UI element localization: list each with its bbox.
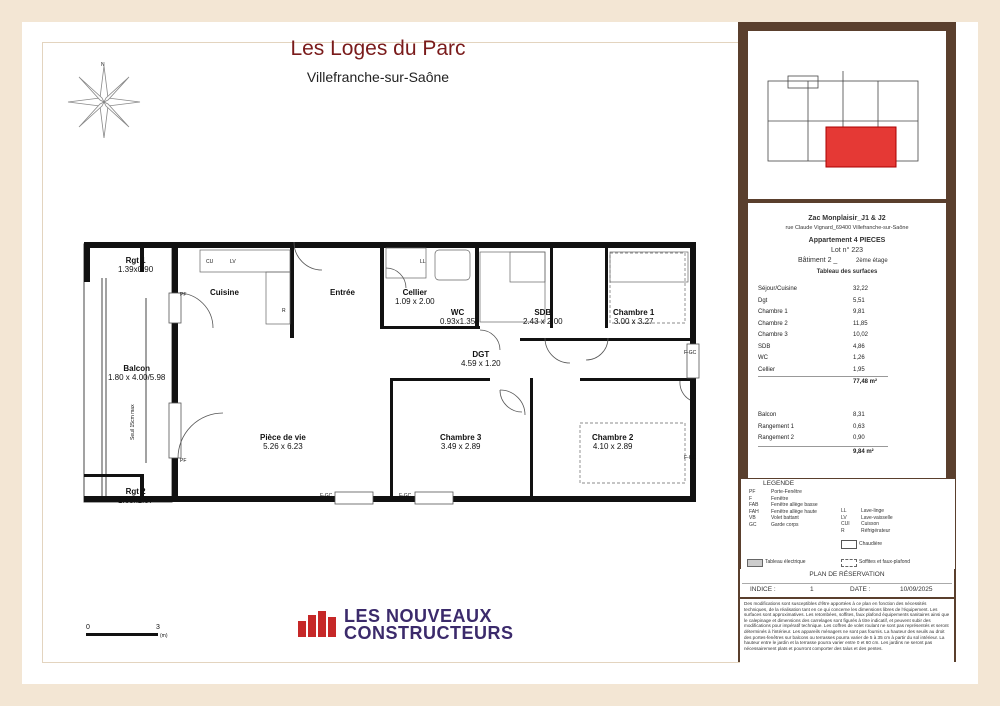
room-cellier: Cellier 1.09 x 2.00 (395, 288, 435, 306)
legend-item: FAB Fenêtre allège basse (749, 502, 818, 509)
brand-line1: LES NOUVEAUX (344, 606, 493, 626)
fixture-pf-bottom: PF (180, 458, 187, 464)
surface-row: Chambre 1 9,81 (758, 309, 865, 315)
fixture-fgc-1: F-GC (320, 493, 333, 499)
room-wc: WC 0.93x1.35 (440, 308, 476, 326)
table-title: Tableau des surfaces (816, 269, 878, 275)
surface-row: Chambre 3 10,02 (758, 332, 869, 338)
fixture-lv: LV (230, 259, 236, 265)
surface-row: Séjour/Cuisine 32,22 (758, 286, 869, 292)
room-balcon: Balcon 1.80 x 4.00/5.98 (108, 364, 166, 382)
compass-rose-icon (62, 60, 146, 144)
info-panel (738, 22, 956, 662)
surface-row: Cellier 1,95 (758, 366, 865, 373)
scale-unit: (m) (160, 633, 168, 639)
tableau-electrique-icon (747, 559, 763, 567)
room-piece-de-vie: Pièce de vie 5.26 x 6.23 (260, 433, 306, 451)
total-main: 77,48 m² (853, 379, 878, 385)
room-rgt1: Rgt 1 1.39x0.90 (118, 256, 154, 274)
room-cuisine: Cuisine (210, 288, 239, 297)
fixture-r: R (282, 308, 286, 314)
legend-item: R Réfrigérateur (841, 527, 891, 534)
scale-start: 0 (86, 624, 90, 631)
legal-notes (740, 599, 954, 679)
fixture-fgc-3: F-GC (684, 350, 697, 356)
room-dgt: DGT 4.59 x 1.20 (461, 350, 501, 368)
surface-row: Chambre 2 11,85 (758, 320, 868, 327)
legend-item: VB Volet battant (749, 515, 799, 522)
chaudiere-icon (841, 540, 857, 549)
date-label: DATE : (850, 586, 871, 593)
building-thumbnail (748, 31, 946, 199)
room-chambre3: Chambre 3 3.49 x 2.89 (440, 433, 482, 451)
annex-row: Balcon 8,31 (758, 412, 865, 418)
surface-row: SDB 4,86 (758, 343, 865, 350)
fixture-pf-top: PF (180, 292, 187, 298)
surface-row: Dgt 5,51 (758, 297, 865, 304)
legend-item: FAH Fenêtre allège haute (749, 508, 817, 515)
soffites-icon (841, 559, 857, 567)
lot-number: Lot n° 223 (831, 247, 863, 254)
indice-label: INDICE : (750, 586, 776, 593)
fixture-fgc-4: F-GC (684, 455, 697, 461)
room-chambre1: Chambre 1 3.00 x 3.27 (613, 308, 655, 326)
total-annex: 9,84 m² (853, 449, 874, 455)
compass-north-label: N (101, 62, 105, 68)
date-value: 10/09/2025 (900, 586, 933, 593)
legend-item: GC Garde corps (749, 522, 799, 528)
surface-row: WC 1,26 (758, 355, 865, 361)
annex-row: Rangement 1 0,63 (758, 423, 865, 430)
scale-bar (86, 633, 158, 636)
page-title: Les Loges du Parc (290, 37, 466, 60)
plan-title: PLAN DE RÉSERVATION (809, 571, 885, 578)
soffites-label: Soffites et faux-plafond (859, 559, 911, 565)
room-entree: Entrée (330, 288, 355, 297)
room-rgt2: Rgt 2 1.65x1.07 (118, 487, 154, 505)
plan-info (740, 569, 954, 597)
project-name: Zac Monplaisir_J1 & J2 (808, 215, 886, 222)
fixture-fgc-2: F-GC (399, 493, 412, 499)
legend-title: LEGENDE (763, 480, 795, 487)
room-sdb: SDB 2.43 x 2.00 (523, 308, 563, 326)
chaudiere-label: Chaudière (859, 541, 883, 547)
legend (740, 478, 956, 570)
room-chambre2: Chambre 2 4.10 x 2.89 (592, 433, 634, 451)
legend-item: CUI Cuisson (841, 521, 880, 528)
legend-item: F Fenêtre (749, 495, 789, 502)
page-subtitle: Villefranche-sur-Saône (306, 69, 450, 85)
brand-line2: CONSTRUCTEURS (344, 623, 514, 643)
legend-item: LL Lave-linge (841, 508, 885, 514)
floor: 2ème étage (856, 258, 888, 264)
apartment-type: Appartement 4 PIECES (808, 237, 886, 244)
floor-plan (80, 238, 720, 508)
legend-item: LV Lave-vaisselle (841, 514, 893, 521)
indice-value: 1 (810, 586, 814, 593)
fixture-ll: LL (420, 259, 426, 265)
legal-notes-text: Des modifications sont susceptibles d'être apportées à ce plan en fonction des nécessités techniques, de la réalisation tant en ce qui concerne les dimensions libres de l'équipement. Les surfaces sont approximatives. Les retombées, soffites, faux plafond équipements sanitaires ainsi que le calepinage et dimensions des carrelages sont figurés à titre indicatif, et peuvent subir des modifications pour impératif technique. Les coffres de volet roulant ne sont pas représentés et seront déterminés à l'intérieur. Les appareils ménagers ne sont pas fournis. La hauteur des seuils au droit des portes-fenêtres sur balcons ou terrasses pourra varier de 5 à 35 cm à partir du sol intérieur. La hauteur entre le jardin et la terrasse pourra varier entre 0 et 60 cm. Les jardins ne seront pas nécessairement plats et pourront comporter des talus et des pentes. (744, 601, 950, 651)
surface-info (748, 203, 946, 481)
tableau-electrique-label: Tableau électrique (765, 559, 806, 565)
fixture-cu: CU (206, 259, 214, 265)
annex-row: Rangement 2 0,90 (758, 435, 865, 441)
building: Bâtiment 2 _ (798, 257, 838, 264)
scale-end: 3 (156, 624, 160, 631)
project-address: rue Claude Vignard_69400 Villefranche-sur-Saône (785, 225, 909, 231)
legend-item: PF Porte-Fenêtre (749, 489, 802, 495)
fixture-seuil: Seuil 15cm max (130, 404, 136, 440)
brand-logo-icon (296, 607, 340, 639)
highlighted-apartment (826, 127, 896, 167)
